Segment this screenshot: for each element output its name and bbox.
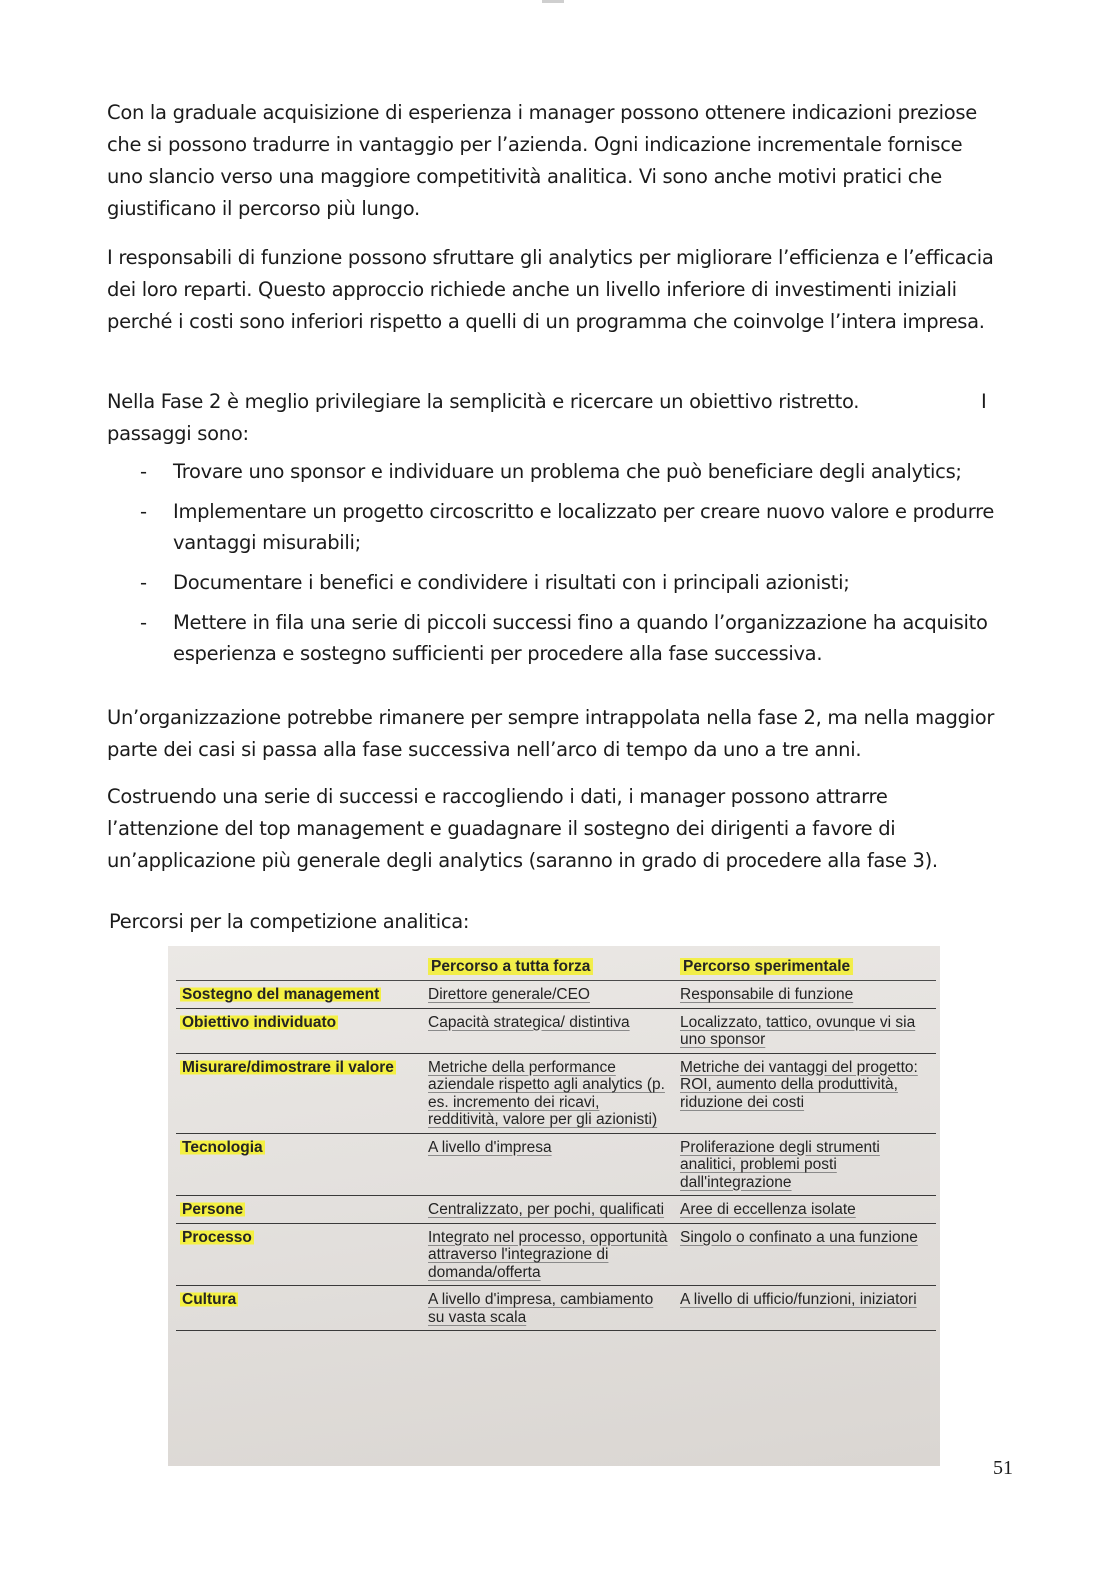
- list-item: [140, 496, 1020, 558]
- row-label: Sostegno del management: [176, 981, 424, 1009]
- table-row: [176, 1008, 936, 1053]
- cell-full: A livello d'impresa: [424, 1133, 676, 1196]
- header-cell-empty: [176, 952, 424, 981]
- paragraph-2: [107, 242, 997, 338]
- cell-experimental: A livello di ufficio/funzioni, iniziatori: [676, 1286, 936, 1331]
- cell-experimental: Responsabile di funzione: [676, 981, 936, 1009]
- cell-full: Direttore generale/CEO: [424, 981, 676, 1009]
- list-item-text: Documentare i benefici e condividere i risultati con i principali azionisti;: [173, 571, 850, 594]
- page-number: 51: [993, 1457, 1013, 1479]
- paragraph-4-text: Un’organizzazione potrebbe rimanere per sempre intrappolata nella fase 2, ma nella maggior parte dei casi si passa alla fase successiva nell’arco di tempo da uno a tre anni.: [107, 706, 995, 761]
- paragraph-3-line-2: passaggi sono:: [107, 422, 249, 445]
- cell-experimental: Aree di eccellenza isolate: [676, 1196, 936, 1224]
- cell-full: Centralizzato, per pochi, qualificati: [424, 1196, 676, 1224]
- cell-full: A livello d'impresa, cambiamento su vasta scala: [424, 1286, 676, 1331]
- bullet-dash: -: [140, 611, 147, 634]
- paragraph-3-line-1: Nella Fase 2 è meglio privilegiare la semplicità e ricercare un obiettivo ristretto.: [107, 390, 860, 413]
- cell-experimental: Singolo o confinato a una funzione: [676, 1223, 936, 1286]
- cell-experimental: Proliferazione degli strumenti analitici, problemi posti dall'integrazione: [676, 1133, 936, 1196]
- list-item: [140, 607, 1020, 669]
- row-label: Processo: [176, 1223, 424, 1286]
- bullet-dash: -: [140, 571, 147, 594]
- cell-experimental: Metriche dei vantaggi del progetto: ROI, aumento della produttività, riduzione dei costi: [676, 1053, 936, 1133]
- row-label: Persone: [176, 1196, 424, 1224]
- bullet-dash: -: [140, 500, 147, 523]
- row-label: Cultura: [176, 1286, 424, 1331]
- list-item: [140, 567, 1020, 598]
- table-row: [176, 1053, 936, 1133]
- paragraph-1-text: Con la graduale acquisizione di esperienza i manager possono ottenere indicazioni preziose che si possono tradurre in vantaggio per l’azienda. Ogni indicazione incrementale fornisce uno slancio verso una maggiore competitività analitica. Vi sono anche motivi pratici che giustificano il percorso più lungo.: [107, 101, 977, 220]
- comparison-table-photo: [168, 946, 940, 1466]
- table-caption: Percorsi per la competizione analitica:: [109, 910, 470, 933]
- header-experimental-path: Percorso sperimentale: [676, 952, 936, 981]
- header-mark: [542, 0, 564, 3]
- paragraph-5: [107, 781, 997, 877]
- row-label: Misurare/dimostrare il valore: [176, 1053, 424, 1133]
- cell-full: Capacità strategica/ distintiva: [424, 1008, 676, 1053]
- list-item-text: Mettere in fila una serie di piccoli successi fino a quando l’organizzazione ha acquisito esperienza e sostegno sufficienti per procedere alla fase successiva.: [173, 611, 988, 665]
- cell-full: Integrato nel processo, opportunità attraverso l'integrazione di domanda/offerta: [424, 1223, 676, 1286]
- cell-experimental: Localizzato, tattico, ovunque vi sia uno sponsor: [676, 1008, 936, 1053]
- header-full-path: Percorso a tutta forza: [424, 952, 676, 981]
- table-row: [176, 1286, 936, 1331]
- list-item: [140, 456, 1020, 487]
- paragraph-3-trailing: I: [981, 390, 987, 413]
- cell-full: Metriche della performance aziendale rispetto agli analytics (p. es. incremento dei ricavi, redditività, valore per gli azionisti): [424, 1053, 676, 1133]
- paragraph-5-text: Costruendo una serie di successi e raccogliendo i dati, i manager possono attrarre l’attenzione del top management e guadagnare il sostegno dei dirigenti a favore di un’applicazione più generale degli analytics (saranno in grado di procedere alla fase 3).: [107, 785, 938, 872]
- paragraph-3: [107, 386, 997, 450]
- table-row: [176, 1133, 936, 1196]
- list-item-text: Implementare un progetto circoscritto e localizzato per creare nuovo valore e produrre vantaggi misurabili;: [173, 500, 995, 554]
- row-label: Tecnologia: [176, 1133, 424, 1196]
- paragraph-1: [107, 97, 997, 225]
- table-row: [176, 1196, 936, 1224]
- list-item-text: Trovare uno sponsor e individuare un problema che può beneficiare degli analytics;: [173, 460, 962, 483]
- table-row: [176, 981, 936, 1009]
- steps-list: [140, 456, 1020, 678]
- table-header-row: [176, 952, 936, 981]
- table-row: [176, 1223, 936, 1286]
- bullet-dash: -: [140, 460, 147, 483]
- paragraph-2-text: I responsabili di funzione possono sfruttare gli analytics per migliorare l’efficienza e l’efficacia dei loro reparti. Questo approccio richiede anche un livello inferiore di investimenti iniziali perché i costi sono inferiori rispetto a quelli di un programma che coinvolge l’intera impresa.: [107, 246, 994, 333]
- row-label: Obiettivo individuato: [176, 1008, 424, 1053]
- comparison-table: [176, 952, 936, 1331]
- paragraph-4: [107, 702, 997, 766]
